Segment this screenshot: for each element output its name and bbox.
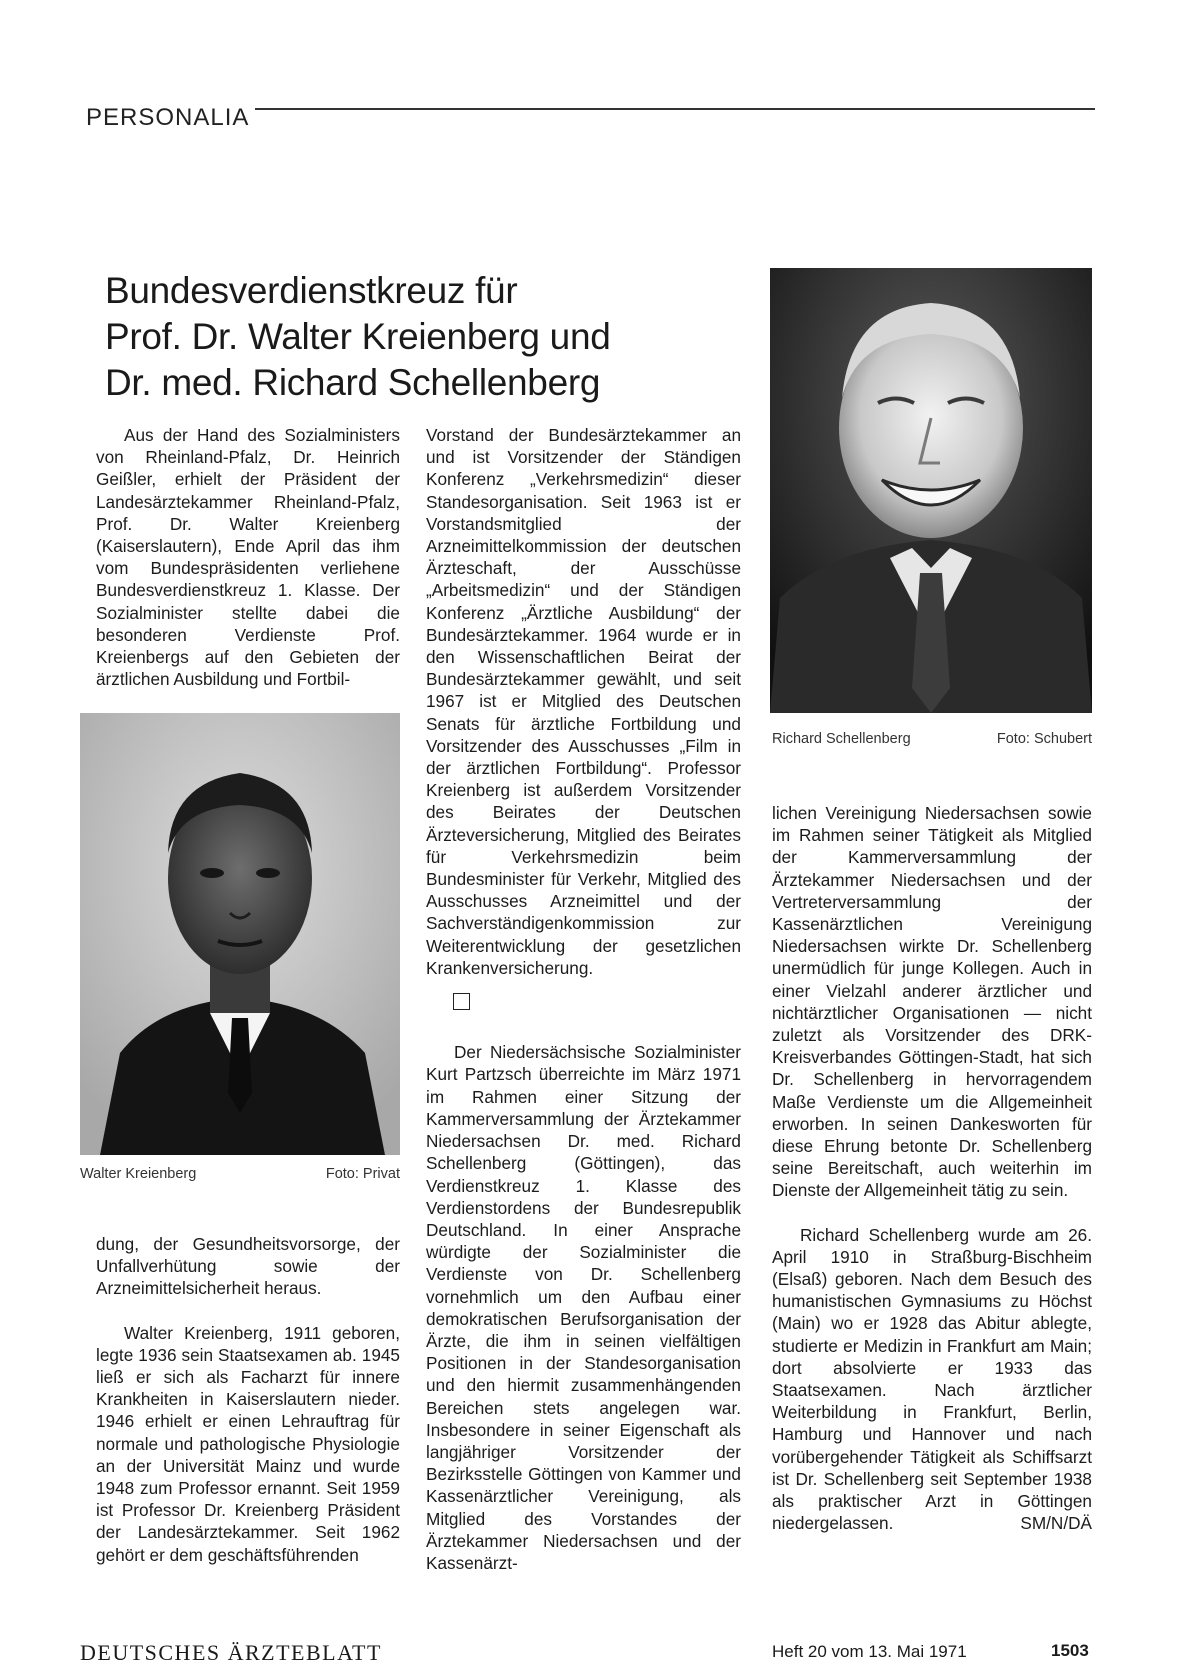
headline-line-1: Bundesverdienstkreuz für (105, 270, 518, 311)
caption-schellenberg-name: Richard Schellenberg (772, 731, 911, 747)
end-of-section-box (453, 993, 470, 1010)
section-label: PERSONALIA (86, 104, 250, 131)
photo-kreienberg (80, 713, 400, 1155)
caption-kreienberg (80, 1166, 400, 1182)
footer-page-number: 1503 (1051, 1641, 1089, 1660)
headline-line-3: Dr. med. Richard Schellenberg (105, 362, 601, 403)
article-headline (105, 268, 725, 406)
paragraph-schellenberg-bio-text: Richard Schellenberg wurde am 26. April 1910 in Straßburg-Bischheim (Elsaß) geboren. Nach dem Besuch des humanistischen Gymnasiums zu Höchst (Main) wo er 1928 das Abitur ablegte, studierte er Medizin in Frankfurt am Main; dort absolvierte er 1933 das Staatsexamen. Nach ärztlicher Weiterbildung in Frankfurt, Berlin, Hamburg und Hannover und nach vorübergehender Tätigkeit als Schiffsarzt ist Dr. Schellenberg seit September 1938 als praktischer Arzt in Göttingen niedergelassen. (772, 1224, 1092, 1534)
footer-publication: DEUTSCHES ÄRZTEBLATT (80, 1640, 382, 1665)
column-1-top (96, 424, 400, 690)
paragraph-schellenberg-bio (772, 1224, 1092, 1535)
portrait-schellenberg-image (770, 268, 1092, 713)
section-rule (255, 108, 1095, 110)
article-signature: SM/N/DÄ (1020, 1513, 1092, 1534)
caption-kreienberg-name: Walter Kreienberg (80, 1166, 197, 1182)
portrait-kreienberg-image (80, 713, 400, 1155)
paragraph-schellenberg-functions: lichen Vereinigung Niedersachsen sowie im Rahmen seiner Tätigkeit als Mitglied der Kammerversammlung der Ärztekammer Niedersachsen und der Vertreterversammlung der Kassenärztlichen Vereinigung Niedersachsen wirkte Dr. Schellenberg unermüdlich für junge Kollegen. Auch in einer Vielzahl anderer ärztlicher und nichtärztlicher Organisationen — nicht zuletzt als Vorsitzender des DRK-Kreisverbandes Göttingen-Stadt, hat sich Dr. Schellenberg in hervorragendem Maße Verdienste um die Allgemeinheit erworben. In seinen Dankesworten für diese Ehrung betonte Dr. Schellenberg seine Bereitschaft, auch weiterhin im Dienste der Allgemeinheit tätig zu sein. (772, 803, 1092, 1201)
paragraph-intro: Aus der Hand des Sozialministers von Rheinland-Pfalz, Dr. Heinrich Geißler, erhielt der Präsident der Landesärztekammer Rheinland-Pfalz, Prof. Dr. Walter Kreienberg (Kaiserslautern), Ende April das ihm vom Bundespräsidenten verliehene Bundesverdienstkreuz 1. Klasse. Der Sozialminister stellte dabei die besonderen Verdienste Prof. Kreienbergs auf den Gebieten der ärztlichen Ausbildung und Fortbil- (96, 425, 400, 690)
paragraph-kreienberg-bio: Walter Kreienberg, 1911 geboren, legte 1936 sein Staatsexamen ab. 1945 ließ er sich als Facharzt für innere Krankheiten in Kaiserslautern nieder. 1946 erhielt er einen Lehrauftrag für normale und pathologische Physiologie an der Universität Mainz und wurde 1948 zum Professor ernannt. Seit 1959 ist Professor Dr. Kreienberg Präsident der Landesärztekammer. Seit 1962 gehört er dem geschäftsführenden (96, 1322, 400, 1565)
caption-schellenberg (772, 731, 1092, 747)
caption-schellenberg-credit: Foto: Schubert (996, 731, 1092, 747)
photo-schellenberg (770, 268, 1092, 713)
paragraph-kreienberg-functions: Vorstand der Bundesärztekammer an und ist Vorsitzender der Ständigen Konferenz „Verkehrsmedizin“ dieser Standesorganisation. Seit 1963 ist er Vorstandsmitglied der Arzneimittelkommission der deutschen Ärzteschaft, der Ausschüsse „Arbeitsmedizin“ und der Ständigen Konferenz „Ärztliche Ausbildung“ der Bundesärztekammer. 1964 wurde er in den Wissenschaftlichen Beirat der Bundesärztekammer gewählt, und seit 1967 ist er Mitglied des Deutschen Senats für ärztliche Fortbildung und Vorsitzender des Ausschusses „Film in der ärztlichen Fortbildung“. Professor Kreienberg ist außerdem Vorsitzender des Beirates der Deutschen Ärzteversicherung, Mitglied des Beirates für Verkehrsmedizin beim Bundesminister für Verkehr, Mitglied des Ausschusses Arzneimittel und der Sachverständigenkommission zur Weiterentwicklung der gesetzlichen Krankenversicherung. (426, 425, 741, 978)
headline-line-2: Prof. Dr. Walter Kreienberg und (105, 316, 611, 357)
caption-kreienberg-credit: Foto: Privat (325, 1166, 400, 1182)
paragraph-schellenberg-award: Der Niedersächsische Sozialminister Kurt Partzsch überreichte im März 1971 im Rahmen einer Sitzung der Kammerversammlung der Ärztekammer Niedersachsen Dr. med. Richard Schellenberg (Göttingen), das Verdienstkreuz 1. Klasse des Verdienstordens der Bundesrepublik Deutschland. In einer Ansprache würdigte der Sozialminister die Verdienste von Dr. Schellenberg vornehmlich um den Aufbau einer demokratischen Berufsorganisation der Ärzte, die ihm in seinen vielfältigen Positionen in der Standesorganisation und den hiermit zusammenhängenden Bereichen stets angelegen war. Insbesondere in seiner Eigenschaft als langjähriger Vorsitzender der Bezirksstelle Göttingen von Kammer und Kassenärztlicher Vereinigung, als Mitglied des Vorstandes der Ärztekammer Niedersachsen und der Kassenärzt- (426, 1042, 741, 1573)
footer-issue: Heft 20 vom 13. Mai 1971 (772, 1642, 967, 1661)
column-3 (772, 802, 1092, 1535)
column-1-bottom (96, 1233, 400, 1566)
column-2 (426, 424, 741, 1574)
paragraph-intro-continued: dung, der Gesundheitsvorsorge, der Unfallverhütung sowie der Arzneimittelsicherheit heraus. (96, 1234, 400, 1299)
